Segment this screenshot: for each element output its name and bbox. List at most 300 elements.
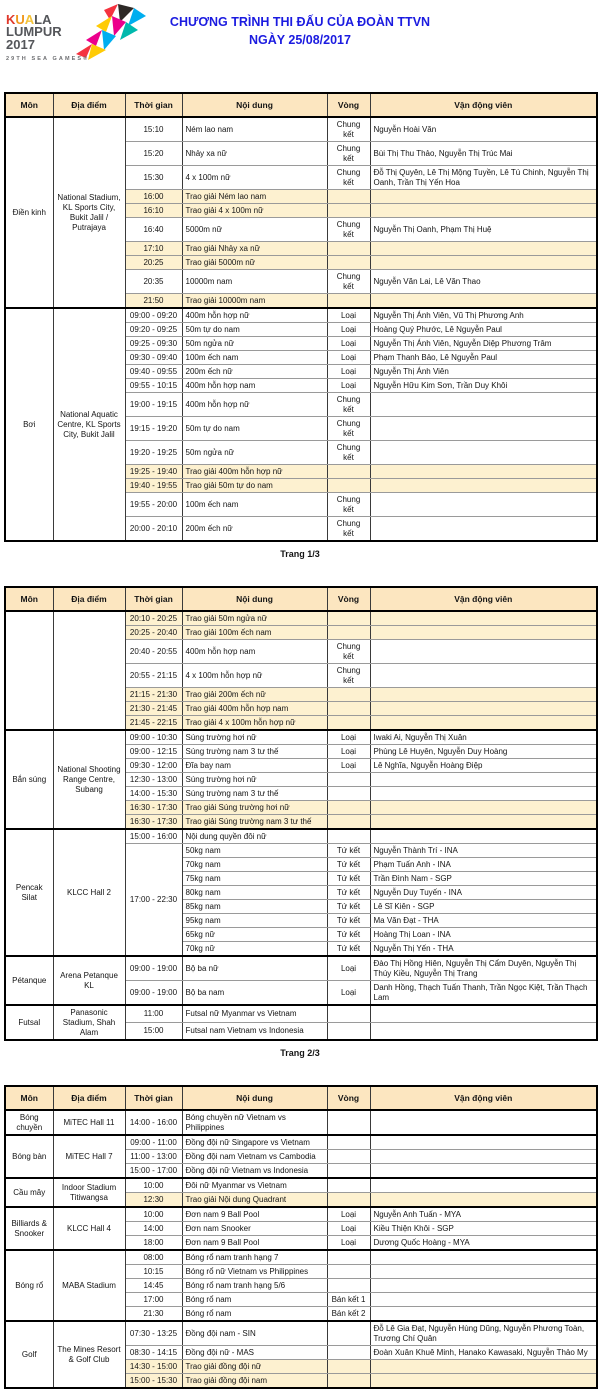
athletes-cell: Nguyễn Thị Oanh, Phạm Thị Huệ — [370, 218, 597, 242]
event-cell: 50m tự do nam — [182, 417, 327, 441]
round-cell: Loại — [327, 351, 370, 365]
round-cell: Chung kết — [327, 517, 370, 542]
time-cell: 12:30 — [125, 1193, 182, 1208]
athletes-cell — [370, 1150, 597, 1164]
athletes-cell — [370, 493, 597, 517]
round-cell: Chung kết — [327, 117, 370, 142]
event-cell: Bóng rổ nam — [182, 1307, 327, 1322]
time-cell: 19:00 - 19:15 — [125, 393, 182, 417]
athletes-cell — [370, 702, 597, 716]
time-cell: 20:00 - 20:10 — [125, 517, 182, 542]
round-cell: Tứ kết — [327, 886, 370, 900]
venue-cell — [53, 611, 125, 730]
time-cell: 09:00 - 09:20 — [125, 308, 182, 323]
schedule-row — [5, 956, 597, 981]
time-cell: 14:00 - 15:30 — [125, 787, 182, 801]
schedule-row — [5, 829, 597, 844]
round-cell — [327, 294, 370, 309]
round-cell — [327, 242, 370, 256]
venue-cell: MABA Stadium — [53, 1250, 125, 1321]
athletes-cell — [370, 417, 597, 441]
event-cell: Bóng rổ nam tranh hạng 5/6 — [182, 1279, 327, 1293]
athletes-cell: Hoàng Quý Phước, Lê Nguyễn Paul — [370, 323, 597, 337]
event-cell: 4 x 100m nữ — [182, 166, 327, 190]
event-cell: Đơn nam Snooker — [182, 1222, 327, 1236]
column-header: Môn — [5, 1086, 53, 1110]
round-cell — [327, 1193, 370, 1208]
venue-cell: National Shooting Range Centre, Subang — [53, 730, 125, 829]
round-cell — [327, 204, 370, 218]
time-cell: 09:00 - 12:15 — [125, 745, 182, 759]
column-header: Vận động viên — [370, 93, 597, 117]
round-cell — [327, 1150, 370, 1164]
page-title: CHƯƠNG TRÌNH THI ĐẤU CỦA ĐOÀN TTVN — [169, 15, 431, 29]
event-cell: 50m ngửa nữ — [182, 337, 327, 351]
column-header-row — [5, 1086, 597, 1110]
athletes-cell: Dương Quốc Hoàng - MYA — [370, 1236, 597, 1251]
round-cell: Loại — [327, 759, 370, 773]
time-cell: 21:30 — [125, 1307, 182, 1322]
column-header: Nội dung — [182, 1086, 327, 1110]
event-cell: Đồng đội nữ Vietnam vs Indonesia — [182, 1164, 327, 1179]
column-header: Vòng — [327, 587, 370, 611]
event-cell: 100m ếch nam — [182, 493, 327, 517]
event-cell: 4 x 100m hỗn hợp nữ — [182, 664, 327, 688]
athletes-cell: Phạm Thanh Bảo, Lê Nguyễn Paul — [370, 351, 597, 365]
event-cell: Trao giải Ném lao nam — [182, 190, 327, 204]
column-header: Địa điểm — [53, 587, 125, 611]
time-cell: 10:00 — [125, 1207, 182, 1222]
time-cell: 19:55 - 20:00 — [125, 493, 182, 517]
page-number-2: Trang 2/3 — [280, 1048, 320, 1058]
event-cell: 10000m nam — [182, 270, 327, 294]
time-cell: 21:45 - 22:15 — [125, 716, 182, 731]
round-cell: Bán kết 1 — [327, 1293, 370, 1307]
athletes-cell — [370, 773, 597, 787]
event-cell: Đồng đội nam Vietnam vs Cambodia — [182, 1150, 327, 1164]
round-cell: Chung kết — [327, 417, 370, 441]
logo-letter: K — [6, 12, 16, 27]
event-cell: Bóng rổ nam tranh hạng 7 — [182, 1250, 327, 1265]
round-cell — [327, 688, 370, 702]
sport-cell: Bóng rổ — [5, 1250, 53, 1321]
round-cell — [327, 1005, 370, 1023]
time-cell: 17:00 — [125, 1293, 182, 1307]
athletes-cell: Nguyễn Thị Yến - THA — [370, 942, 597, 957]
time-cell: 17:10 — [125, 242, 182, 256]
athletes-cell — [370, 1110, 597, 1135]
event-cell: Đơn nam 9 Ball Pool — [182, 1236, 327, 1251]
round-cell: Loại — [327, 730, 370, 745]
time-cell: 17:00 - 22:30 — [125, 844, 182, 957]
athletes-cell — [370, 1023, 597, 1041]
athletes-cell: Lê Nghĩa, Nguyễn Hoàng Điệp — [370, 759, 597, 773]
athletes-cell: Nguyễn Anh Tuấn - MYA — [370, 1207, 597, 1222]
round-cell: Tứ kết — [327, 914, 370, 928]
athletes-cell — [370, 294, 597, 309]
time-cell: 14:00 — [125, 1222, 182, 1236]
athletes-cell: Iwaki Ai, Nguyễn Thị Xuân — [370, 730, 597, 745]
round-cell — [327, 773, 370, 787]
time-cell: 15:00 - 16:00 — [125, 829, 182, 844]
round-cell — [327, 465, 370, 479]
sport-cell: Bắn súng — [5, 730, 53, 829]
event-cell: Đồng đội nam - SIN — [182, 1321, 327, 1346]
round-cell — [327, 716, 370, 731]
round-cell: Chung kết — [327, 142, 370, 166]
athletes-cell — [370, 815, 597, 830]
athletes-cell — [370, 611, 597, 626]
time-cell: 15:00 - 15:30 — [125, 1374, 182, 1389]
event-cell: Súng trường hơi nữ — [182, 730, 327, 745]
event-cell: 80kg nam — [182, 886, 327, 900]
athletes-cell: Nguyễn Văn Lai, Lê Văn Thao — [370, 270, 597, 294]
time-cell: 20:25 - 20:40 — [125, 626, 182, 640]
event-cell: 200m ếch nữ — [182, 517, 327, 542]
round-cell — [327, 1374, 370, 1389]
athletes-cell — [370, 688, 597, 702]
time-cell: 16:10 — [125, 204, 182, 218]
time-cell: 10:00 — [125, 1178, 182, 1193]
round-cell — [327, 702, 370, 716]
time-cell: 19:25 - 19:40 — [125, 465, 182, 479]
event-cell: Bóng chuyền nữ Vietnam vs Philippines — [182, 1110, 327, 1135]
sport-cell: Điền kinh — [5, 117, 53, 308]
athletes-cell — [370, 1178, 597, 1193]
column-header: Vòng — [327, 1086, 370, 1110]
event-cell: Trao giải 200m ếch nữ — [182, 688, 327, 702]
athletes-cell — [370, 801, 597, 815]
sport-cell: Futsal — [5, 1005, 53, 1040]
sport-cell — [5, 611, 53, 730]
event-cell: Trao giải đồng đội nam — [182, 1374, 327, 1389]
round-cell — [327, 801, 370, 815]
round-cell — [327, 190, 370, 204]
athletes-cell — [370, 829, 597, 844]
time-cell: 16:40 — [125, 218, 182, 242]
column-header-row — [5, 587, 597, 611]
round-cell: Tứ kết — [327, 942, 370, 957]
column-header: Vòng — [327, 93, 370, 117]
athletes-cell — [370, 640, 597, 664]
event-cell: Trao giải đồng đội nữ — [182, 1360, 327, 1374]
event-cell: Bóng rổ nữ Vietnam vs Philippines — [182, 1265, 327, 1279]
event-cell: Futsal nam Vietnam vs Indonesia — [182, 1023, 327, 1041]
round-cell — [327, 1279, 370, 1293]
round-cell — [327, 829, 370, 844]
event-cell: Futsal nữ Myanmar vs Vietnam — [182, 1005, 327, 1023]
venue-cell: MiTEC Hall 11 — [53, 1110, 125, 1135]
round-cell: Loại — [327, 745, 370, 759]
athletes-cell: Danh Hồng, Thạch Tuấn Thanh, Trần Ngọc Kiệt, Trần Thạch Lam — [370, 981, 597, 1006]
venue-cell: KLCC Hall 2 — [53, 829, 125, 956]
column-header: Môn — [5, 93, 53, 117]
time-cell: 21:30 - 21:45 — [125, 702, 182, 716]
event-cell: Trao giải 4 x 100m nữ — [182, 204, 327, 218]
event-cell: Trao giải Nhảy xa nữ — [182, 242, 327, 256]
venue-cell: KLCC Hall 4 — [53, 1207, 125, 1250]
athletes-cell — [370, 1250, 597, 1265]
athletes-cell: Nguyễn Hoài Văn — [370, 117, 597, 142]
event-cell: Trao giải Nội dung Quadrant — [182, 1193, 327, 1208]
page-number-1: Trang 1/3 — [280, 549, 320, 559]
venue-cell: MiTEC Hall 7 — [53, 1135, 125, 1178]
round-cell: Loại — [327, 956, 370, 981]
round-cell: Chung kết — [327, 166, 370, 190]
athletes-cell: Hoàng Thị Loan - INA — [370, 928, 597, 942]
time-cell: 14:45 — [125, 1279, 182, 1293]
event-cell: Bộ ba nam — [182, 981, 327, 1006]
athletes-cell: Đoàn Xuân Khuê Minh, Hanako Kawasaki, Nguyễn Thảo My — [370, 1346, 597, 1360]
event-cell: Nhảy xa nữ — [182, 142, 327, 166]
column-header: Thời gian — [125, 1086, 182, 1110]
time-cell: 12:30 - 13:00 — [125, 773, 182, 787]
round-cell: Loại — [327, 1222, 370, 1236]
athletes-cell: Ma Văn Đạt - THA — [370, 914, 597, 928]
event-cell: 85kg nam — [182, 900, 327, 914]
athletes-cell — [370, 465, 597, 479]
column-header: Nội dung — [182, 587, 327, 611]
athletes-cell: Nguyễn Thị Ánh Viên, Vũ Thị Phương Anh — [370, 308, 597, 323]
athletes-cell — [370, 1265, 597, 1279]
column-header: Vận động viên — [370, 1086, 597, 1110]
event-cell: Đôi nữ Myanmar vs Vietnam — [182, 1178, 327, 1193]
time-cell: 15:20 — [125, 142, 182, 166]
event-cell: Súng trường nam 3 tư thế — [182, 745, 327, 759]
schedule-table-page3 — [4, 1085, 598, 1389]
venue-cell: Panasonic Stadium, Shah Alam — [53, 1005, 125, 1040]
athletes-cell: Phùng Lê Huyên, Nguyễn Duy Hoàng — [370, 745, 597, 759]
time-cell: 20:35 — [125, 270, 182, 294]
time-cell: 09:20 - 09:25 — [125, 323, 182, 337]
event-cell: 400m hỗn hợp nữ — [182, 393, 327, 417]
event-cell: 400m hỗn hợp nam — [182, 640, 327, 664]
time-cell: 19:20 - 19:25 — [125, 441, 182, 465]
schedule-row — [5, 1250, 597, 1265]
athletes-cell — [370, 1164, 597, 1179]
athletes-cell: Kiều Thiện Khôi - SGP — [370, 1222, 597, 1236]
column-header: Địa điểm — [53, 93, 125, 117]
athletes-cell — [370, 1193, 597, 1208]
sport-cell: Golf — [5, 1321, 53, 1388]
athletes-cell — [370, 393, 597, 417]
schedule-table-page1 — [4, 92, 598, 542]
time-cell: 09:00 - 19:00 — [125, 981, 182, 1006]
time-cell: 15:30 — [125, 166, 182, 190]
round-cell: Chung kết — [327, 218, 370, 242]
round-cell: Tứ kết — [327, 900, 370, 914]
time-cell: 20:10 - 20:25 — [125, 611, 182, 626]
round-cell: Loại — [327, 323, 370, 337]
time-cell: 18:00 — [125, 1236, 182, 1251]
schedule-row — [5, 1110, 597, 1135]
event-cell: 75kg nam — [182, 872, 327, 886]
round-cell: Loại — [327, 365, 370, 379]
venue-cell: The Mines Resort & Golf Club — [53, 1321, 125, 1388]
athletes-cell: Phạm Tuấn Anh - INA — [370, 858, 597, 872]
round-cell: Bán kết 2 — [327, 1307, 370, 1322]
athletes-cell — [370, 441, 597, 465]
time-cell: 11:00 — [125, 1005, 182, 1023]
event-cell: 50kg nam — [182, 844, 327, 858]
column-header: Thời gian — [125, 93, 182, 117]
round-cell: Tứ kết — [327, 858, 370, 872]
event-cell: 200m ếch nữ — [182, 365, 327, 379]
event-cell: Trao giải 400m hỗn hợp nam — [182, 702, 327, 716]
athletes-cell — [370, 1307, 597, 1322]
time-cell: 20:40 - 20:55 — [125, 640, 182, 664]
sport-cell: Bóng bàn — [5, 1135, 53, 1178]
column-header: Nội dung — [182, 93, 327, 117]
time-cell: 14:30 - 15:00 — [125, 1360, 182, 1374]
time-cell: 09:00 - 19:00 — [125, 956, 182, 981]
athletes-cell — [370, 190, 597, 204]
round-cell — [327, 256, 370, 270]
logo-letter: L — [34, 12, 43, 27]
athletes-cell: Đỗ Thị Quyên, Lê Thị Mộng Tuyền, Lê Tú Chinh, Nguyễn Thị Oanh, Trần Thị Yến Hoa — [370, 166, 597, 190]
venue-cell: Arena Petanque KL — [53, 956, 125, 1005]
titles — [0, 13, 600, 52]
athletes-cell: Lê Sĩ Kiên - SGP — [370, 900, 597, 914]
sport-cell: Bóng chuyền — [5, 1110, 53, 1135]
round-cell: Tứ kết — [327, 928, 370, 942]
round-cell: Chung kết — [327, 640, 370, 664]
logo-word-lumpur: LUMPUR — [6, 24, 62, 40]
time-cell: 14:00 - 16:00 — [125, 1110, 182, 1135]
column-header: Môn — [5, 587, 53, 611]
athletes-cell — [370, 1279, 597, 1293]
athletes-cell: Nguyễn Thị Ánh Viên, Nguyễn Diệp Phương Trâm — [370, 337, 597, 351]
time-cell: 15:10 — [125, 117, 182, 142]
round-cell — [327, 1321, 370, 1346]
time-cell: 20:25 — [125, 256, 182, 270]
event-cell: 5000m nữ — [182, 218, 327, 242]
event-cell: 400m hỗn hợp nữ — [182, 308, 327, 323]
round-cell — [327, 626, 370, 640]
sport-cell: Bơi — [5, 308, 53, 541]
round-cell — [327, 1250, 370, 1265]
round-cell — [327, 1346, 370, 1360]
time-cell: 09:30 - 09:40 — [125, 351, 182, 365]
event-cell: Trao giải 50m ngửa nữ — [182, 611, 327, 626]
round-cell: Tứ kết — [327, 872, 370, 886]
round-cell: Loại — [327, 1207, 370, 1222]
logo-letter: A — [42, 12, 52, 27]
schedule-row — [5, 730, 597, 745]
round-cell — [327, 1164, 370, 1179]
athletes-cell — [370, 204, 597, 218]
schedule-row — [5, 117, 597, 142]
round-cell — [327, 815, 370, 830]
schedule-row — [5, 611, 597, 626]
time-cell: 19:15 - 19:20 — [125, 417, 182, 441]
event-cell: 95kg nam — [182, 914, 327, 928]
time-cell: 15:00 — [125, 1023, 182, 1041]
round-cell: Chung kết — [327, 493, 370, 517]
column-header: Vận động viên — [370, 587, 597, 611]
athletes-cell — [370, 242, 597, 256]
event-cell: Đơn nam 9 Ball Pool — [182, 1207, 327, 1222]
athletes-cell — [370, 1374, 597, 1389]
logo-word-year: 2017 — [6, 36, 35, 52]
schedule-row — [5, 1321, 597, 1346]
column-header-row — [5, 93, 597, 117]
schedule-table-page2 — [4, 586, 598, 1041]
round-cell — [327, 1360, 370, 1374]
athletes-cell: Trần Đình Nam - SGP — [370, 872, 597, 886]
athletes-cell — [370, 479, 597, 493]
column-header: Thời gian — [125, 587, 182, 611]
athletes-cell: Nguyễn Thành Trí - INA — [370, 844, 597, 858]
round-cell — [327, 611, 370, 626]
column-header: Địa điểm — [53, 1086, 125, 1110]
time-cell: 10:15 — [125, 1265, 182, 1279]
round-cell: Loại — [327, 1236, 370, 1251]
sport-cell: Billiards & Snooker — [5, 1207, 53, 1250]
time-cell: 08:30 - 14:15 — [125, 1346, 182, 1360]
event-cell: Bóng rổ nam — [182, 1293, 327, 1307]
round-cell — [327, 1023, 370, 1041]
round-cell — [327, 1110, 370, 1135]
athletes-cell: Đào Thị Hồng Hiên, Nguyễn Thị Cẩm Duyên, Nguyễn Thị Thúy Kiều, Nguyễn Thị Trang — [370, 956, 597, 981]
athletes-cell — [370, 1005, 597, 1023]
event-cell: Bộ ba nữ — [182, 956, 327, 981]
venue-cell: National Aquatic Centre, KL Sports City, Bukit Jalil — [53, 308, 125, 541]
athletes-cell: Nguyễn Hữu Kim Sơn, Trần Duy Khôi — [370, 379, 597, 393]
athletes-cell — [370, 1135, 597, 1150]
round-cell: Loại — [327, 981, 370, 1006]
event-cell: Nội dung quyền đôi nữ — [182, 829, 327, 844]
time-cell: 09:40 - 09:55 — [125, 365, 182, 379]
time-cell: 09:25 - 09:30 — [125, 337, 182, 351]
round-cell: Loại — [327, 379, 370, 393]
schedule-row — [5, 1178, 597, 1193]
round-cell — [327, 479, 370, 493]
schedule-row — [5, 308, 597, 323]
time-cell: 16:00 — [125, 190, 182, 204]
page-date: NGÀY 25/08/2017 — [249, 33, 351, 48]
time-cell: 09:55 - 10:15 — [125, 379, 182, 393]
event-cell: 70kg nam — [182, 858, 327, 872]
round-cell — [327, 1135, 370, 1150]
time-cell: 08:00 — [125, 1250, 182, 1265]
event-cell: Trao giải 400m hỗn hợp nữ — [182, 465, 327, 479]
round-cell: Tứ kết — [327, 844, 370, 858]
time-cell: 09:00 - 10:30 — [125, 730, 182, 745]
athletes-cell — [370, 517, 597, 542]
event-cell: 65kg nữ — [182, 928, 327, 942]
athletes-cell — [370, 1360, 597, 1374]
time-cell: 09:30 - 12:00 — [125, 759, 182, 773]
athletes-cell: Nguyễn Thị Ánh Viên — [370, 365, 597, 379]
athletes-cell: Đỗ Lê Gia Đạt, Nguyễn Hùng Dũng, Nguyễn Phương Toàn, Trương Chí Quân — [370, 1321, 597, 1346]
time-cell: 16:30 - 17:30 — [125, 815, 182, 830]
athletes-cell: Nguyễn Duy Tuyến - INA — [370, 886, 597, 900]
event-cell: Súng trường hơi nữ — [182, 773, 327, 787]
time-cell: 07:30 - 13:25 — [125, 1321, 182, 1346]
athletes-cell — [370, 626, 597, 640]
event-cell: 50m tự do nam — [182, 323, 327, 337]
event-cell: Trao giải 4 x 100m hỗn hợp nữ — [182, 716, 327, 731]
time-cell: 11:00 - 13:00 — [125, 1150, 182, 1164]
sport-cell: Pétanque — [5, 956, 53, 1005]
sport-cell: Cầu mây — [5, 1178, 53, 1207]
event-cell: 50m ngửa nữ — [182, 441, 327, 465]
time-cell: 16:30 - 17:30 — [125, 801, 182, 815]
round-cell: Chung kết — [327, 441, 370, 465]
event-cell: Đồng đội nữ Singapore vs Vietnam — [182, 1135, 327, 1150]
schedule-row — [5, 1207, 597, 1222]
